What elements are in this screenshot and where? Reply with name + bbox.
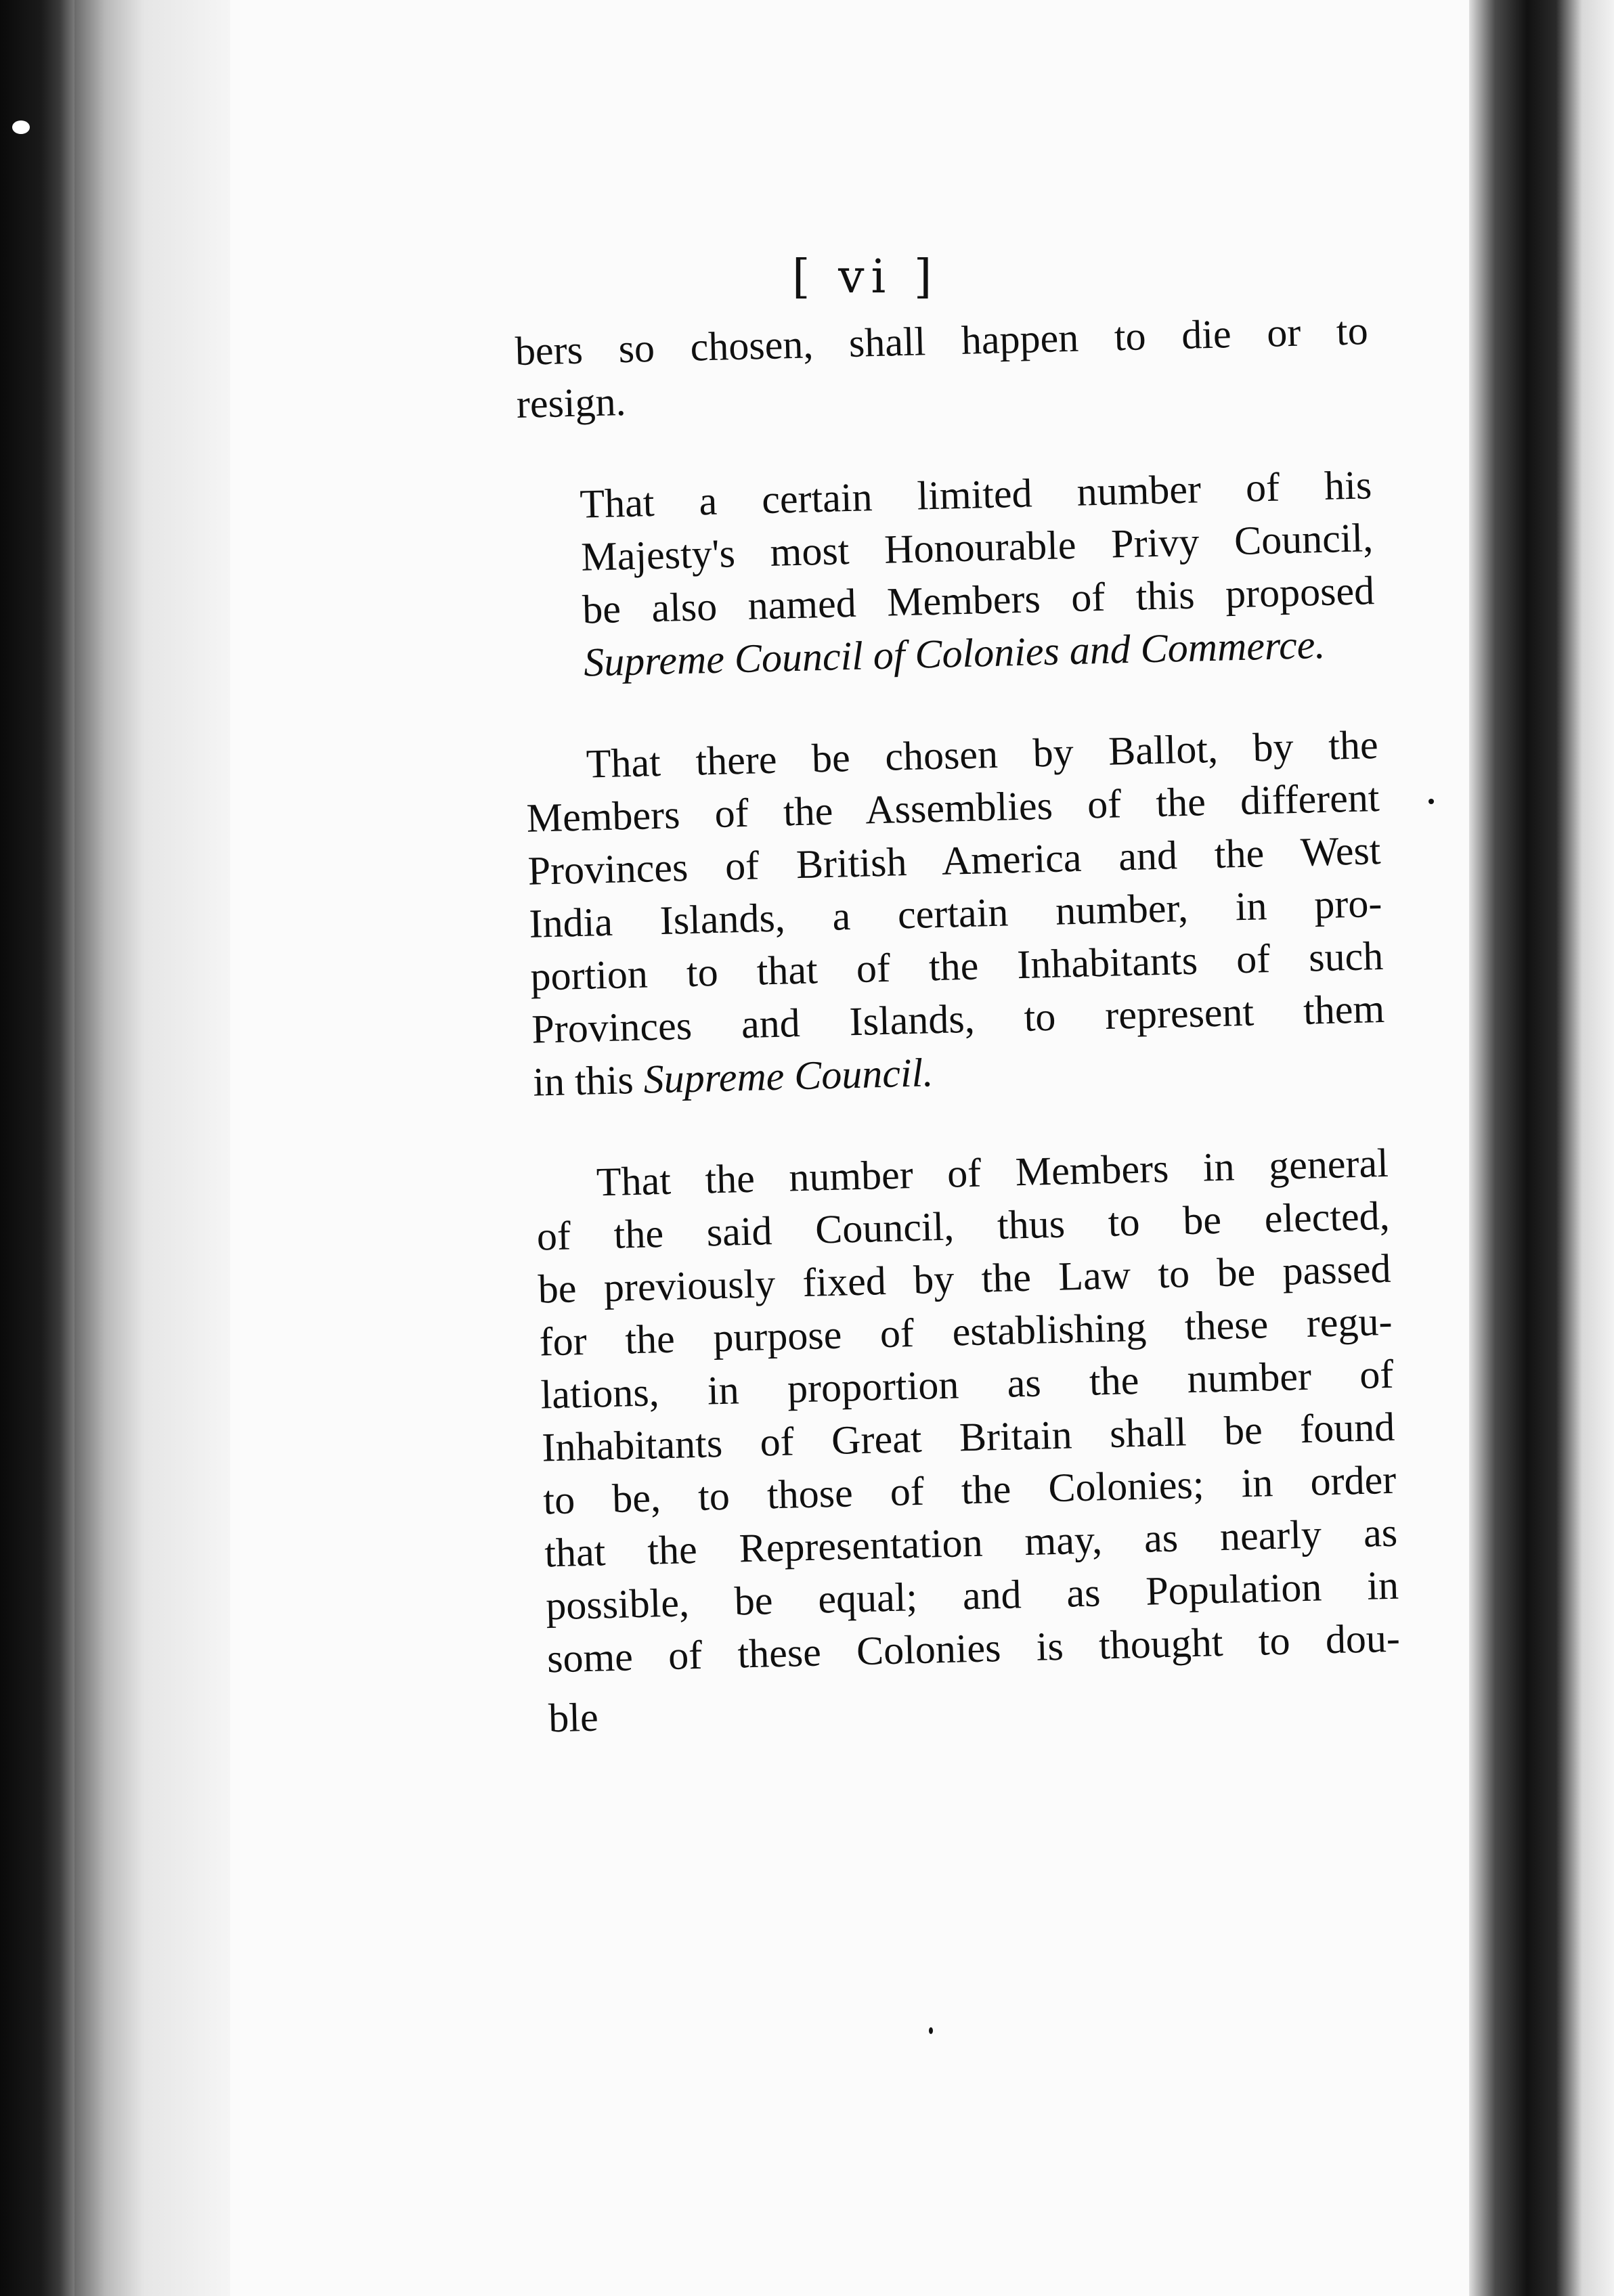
paragraph-4 [535,1136,1402,1745]
text-line: Inhabitants of Great Britain shall be found [541,1404,1395,1470]
paragraph-3 [525,718,1387,1109]
text-line: Members of the Assemblies of the different [526,775,1380,841]
text-line: in this Supreme Council. [532,1050,934,1105]
text-line: portion to that of the Inhabitants of such [529,933,1384,999]
text-line: to be, to those of the Colonies; in order [542,1457,1397,1523]
scan-speck [1428,799,1434,804]
page-binding-shadow [74,0,230,2296]
text-line: That there be chosen by Ballot, by the [586,722,1379,787]
paragraph-1 [515,304,1370,430]
scan-speck [12,120,30,134]
text-line: of the said Council, thus to be elected, [536,1193,1391,1259]
catchword: ble [548,1694,599,1741]
text-line: that the Representation may, as nearly as [544,1509,1398,1576]
text-line: That a certain limited number of his [579,462,1372,527]
text-line-italic: Supreme Council of Colonies and Commerce. [583,621,1326,685]
italic-phrase: Supreme Council. [642,1050,934,1102]
text-line: be also named Members of this proposed [582,568,1375,632]
paragraph-2 [519,458,1376,690]
text-line: Provinces of British America and the West [527,827,1382,893]
text-line: That the number of Members in general [596,1140,1389,1205]
page-body-text [515,304,1403,1793]
text-line: Provinces and Islands, to represent them [531,986,1385,1052]
text-line: Majesty's most Honourable Privy Council, [580,515,1374,579]
page-number-header: [ vi ] [792,250,939,304]
text-line: some of these Colonies is thought to dou- [546,1615,1401,1681]
text-line: for the purpose of establishing these regu- [538,1298,1393,1365]
text-line: bers so chosen, shall happen to die or to [515,308,1369,374]
scan-speck [929,2027,933,2034]
text-line: India Islands, a certain number, in pro- [528,880,1383,946]
text-line: resign. [516,379,627,426]
scan-left-margin [0,0,74,2296]
scan-right-edge [1469,0,1614,2296]
text-line: be previously fixed by the Law to be passed [538,1245,1392,1312]
text-line: lations, in proportion as the number of [540,1351,1395,1417]
text-line: possible, be equal; and as Population in [545,1562,1399,1629]
